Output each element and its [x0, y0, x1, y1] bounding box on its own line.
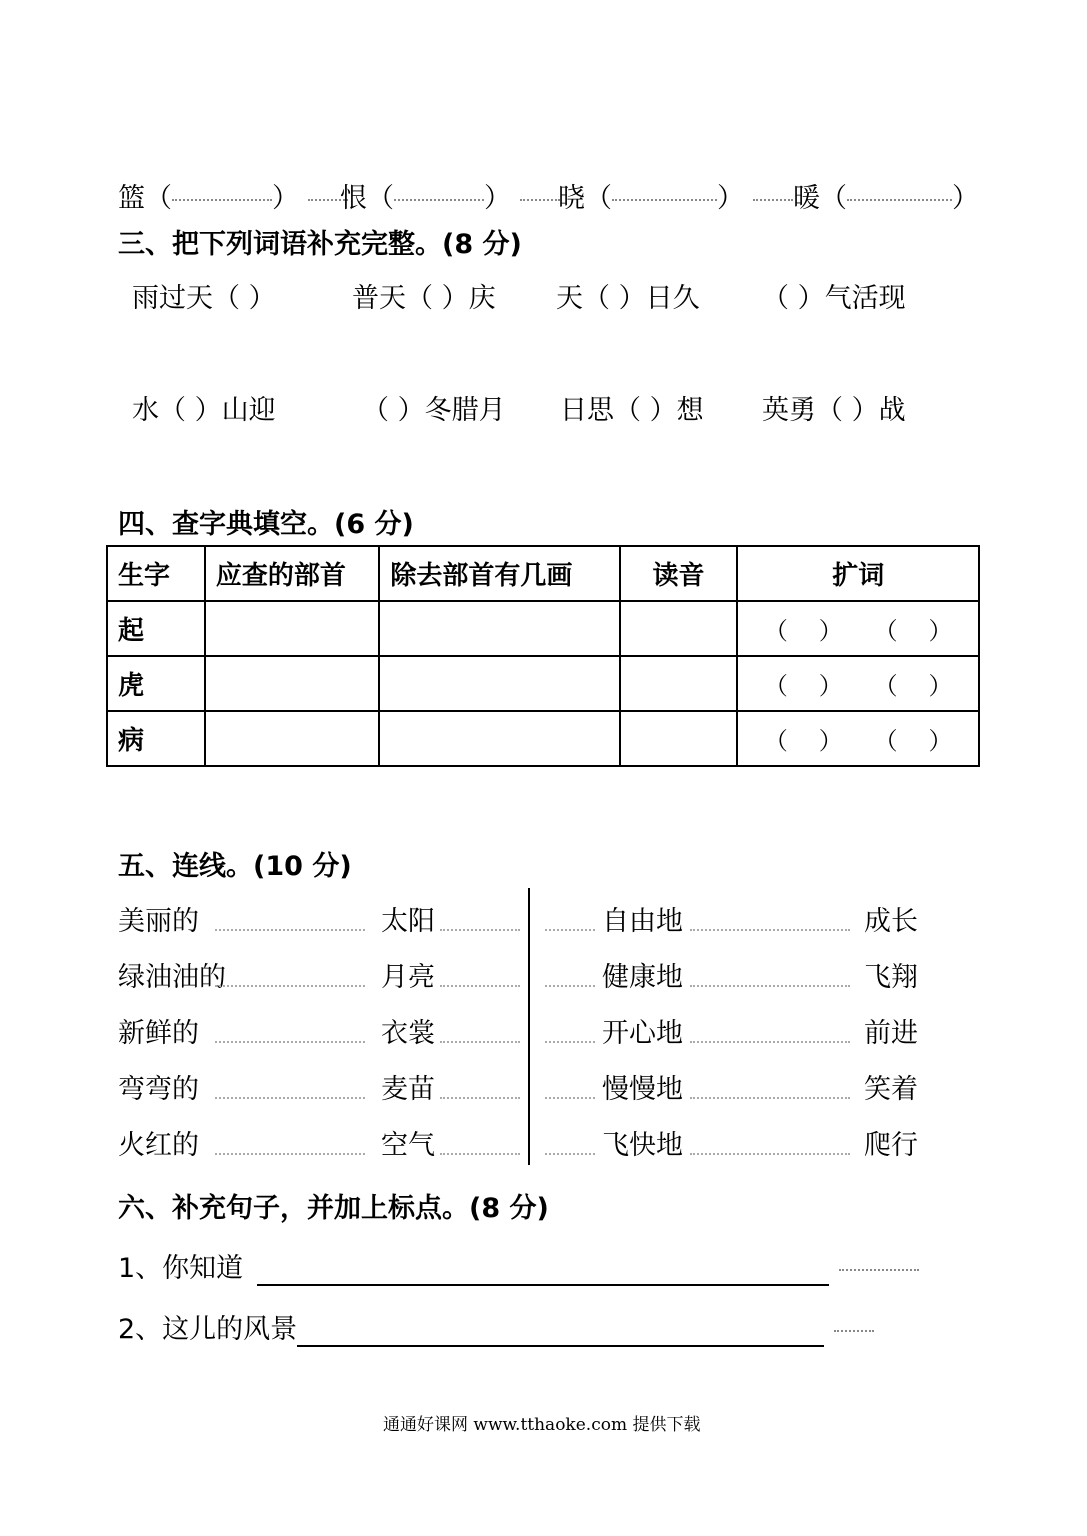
- words-cell[interactable]: （ ） （ ）: [737, 711, 979, 766]
- row1-char-0: 篮: [118, 183, 145, 214]
- header-words: 扩词: [737, 546, 979, 601]
- dot-leader: [440, 985, 520, 987]
- left-adjective-2[interactable]: 新鲜的: [118, 1018, 199, 1049]
- left-adjective-0[interactable]: 美丽的: [118, 906, 199, 937]
- dot-leader: [545, 1097, 595, 1099]
- dot-leader: [690, 1041, 850, 1043]
- question-1: 1、你知道: [118, 1252, 919, 1286]
- radical-cell[interactable]: [205, 711, 380, 766]
- dot-leader: [215, 929, 365, 931]
- right-adverb-4[interactable]: 飞快地: [602, 1130, 683, 1161]
- section5-title: 五、连线。(10 分): [118, 851, 352, 882]
- table-row: [107, 601, 979, 656]
- dictionary-table: [106, 545, 980, 767]
- row-char: 起: [107, 601, 205, 656]
- answer-line-2[interactable]: [297, 1317, 824, 1347]
- sec3-line1-2: 天（ ）日久: [556, 283, 700, 314]
- left-noun-3[interactable]: 麦苗: [381, 1074, 435, 1105]
- row-char: 病: [107, 711, 205, 766]
- header-radical: 应查的部首: [205, 546, 380, 601]
- strokes-cell[interactable]: [379, 711, 619, 766]
- dot-leader: [690, 1153, 850, 1155]
- right-verb-1[interactable]: 飞翔: [864, 962, 918, 993]
- right-adverb-3[interactable]: 慢慢地: [602, 1074, 683, 1105]
- dot-leader: [545, 985, 595, 987]
- right-verb-2[interactable]: 前进: [864, 1018, 918, 1049]
- right-adverb-0[interactable]: 自由地: [602, 906, 683, 937]
- answer-line-1[interactable]: [257, 1256, 829, 1286]
- dot-leader: [215, 985, 365, 987]
- table-header-row: [107, 546, 979, 601]
- section4-title: 四、查字典填空。(6 分): [118, 509, 414, 540]
- left-adjective-1[interactable]: 绿油油的: [118, 962, 226, 993]
- column-divider: [528, 888, 530, 1165]
- right-adverb-1[interactable]: 健康地: [602, 962, 683, 993]
- left-noun-0[interactable]: 太阳: [381, 906, 435, 937]
- left-noun-1[interactable]: 月亮: [381, 962, 435, 993]
- dot-leader: [215, 1153, 365, 1155]
- words-cell[interactable]: （ ） （ ）: [737, 601, 979, 656]
- row-char: 虎: [107, 656, 205, 711]
- dot-leader: [215, 1041, 365, 1043]
- row1: 篮（ ）: [118, 182, 348, 216]
- row1-item-1: 恨（ ）: [340, 182, 560, 216]
- dot-leader: [690, 929, 850, 931]
- radical-cell[interactable]: [205, 601, 380, 656]
- right-verb-3[interactable]: 笑着: [864, 1074, 918, 1105]
- sec3-line2-1: （ ）冬腊月: [362, 395, 506, 426]
- strokes-cell[interactable]: [379, 601, 619, 656]
- header-pinyin: 读音: [620, 546, 738, 601]
- header-strokes: 除去部首有几画: [379, 546, 619, 601]
- sec3-line2-0: 水（ ）山迎: [132, 395, 276, 426]
- strokes-cell[interactable]: [379, 656, 619, 711]
- left-adjective-3[interactable]: 弯弯的: [118, 1074, 199, 1105]
- left-noun-4[interactable]: 空气: [381, 1130, 435, 1161]
- section3-title: 三、把下列词语补充完整。(8 分): [118, 229, 522, 260]
- dot-leader: [440, 1153, 520, 1155]
- dot-leader: [440, 1097, 520, 1099]
- sec3-line1-0: 雨过天（ ）: [132, 283, 276, 314]
- row1-item-3: 暖（ ）: [793, 183, 979, 214]
- page-footer: 通通好课网 www.tthaoke.com 提供下载: [383, 1415, 701, 1435]
- pinyin-cell[interactable]: [620, 601, 738, 656]
- dot-leader: [545, 1041, 595, 1043]
- left-adjective-4[interactable]: 火红的: [118, 1130, 199, 1161]
- left-noun-2[interactable]: 衣裳: [381, 1018, 435, 1049]
- sec3-line2-2: 日思（ ）想: [560, 395, 704, 426]
- dot-leader: [690, 1097, 850, 1099]
- section6-title: 六、补充句子，并加上标点。(8 分): [118, 1193, 549, 1224]
- right-verb-4[interactable]: 爬行: [864, 1130, 918, 1161]
- row1-item-2: 晓（ ）: [558, 182, 793, 216]
- right-adverb-2[interactable]: 开心地: [602, 1018, 683, 1049]
- dot-leader: [440, 1041, 520, 1043]
- dot-leader: [545, 1153, 595, 1155]
- pinyin-cell[interactable]: [620, 711, 738, 766]
- dot-leader: [440, 929, 520, 931]
- words-cell[interactable]: （ ） （ ）: [737, 656, 979, 711]
- radical-cell[interactable]: [205, 656, 380, 711]
- sec3-line1-3: （ ）气活现: [762, 283, 906, 314]
- table-row: [107, 711, 979, 766]
- sec3-line2-3: 英勇（ ）战: [762, 395, 906, 426]
- header-char: 生字: [107, 546, 205, 601]
- dot-leader: [545, 929, 595, 931]
- sec3-line1-1: 普天（ ）庆: [352, 283, 496, 314]
- table-row: [107, 656, 979, 711]
- dot-leader: [215, 1097, 365, 1099]
- question-2: 2、这儿的风景: [118, 1313, 874, 1347]
- right-verb-0[interactable]: 成长: [864, 906, 918, 937]
- dot-leader: [690, 985, 850, 987]
- pinyin-cell[interactable]: [620, 656, 738, 711]
